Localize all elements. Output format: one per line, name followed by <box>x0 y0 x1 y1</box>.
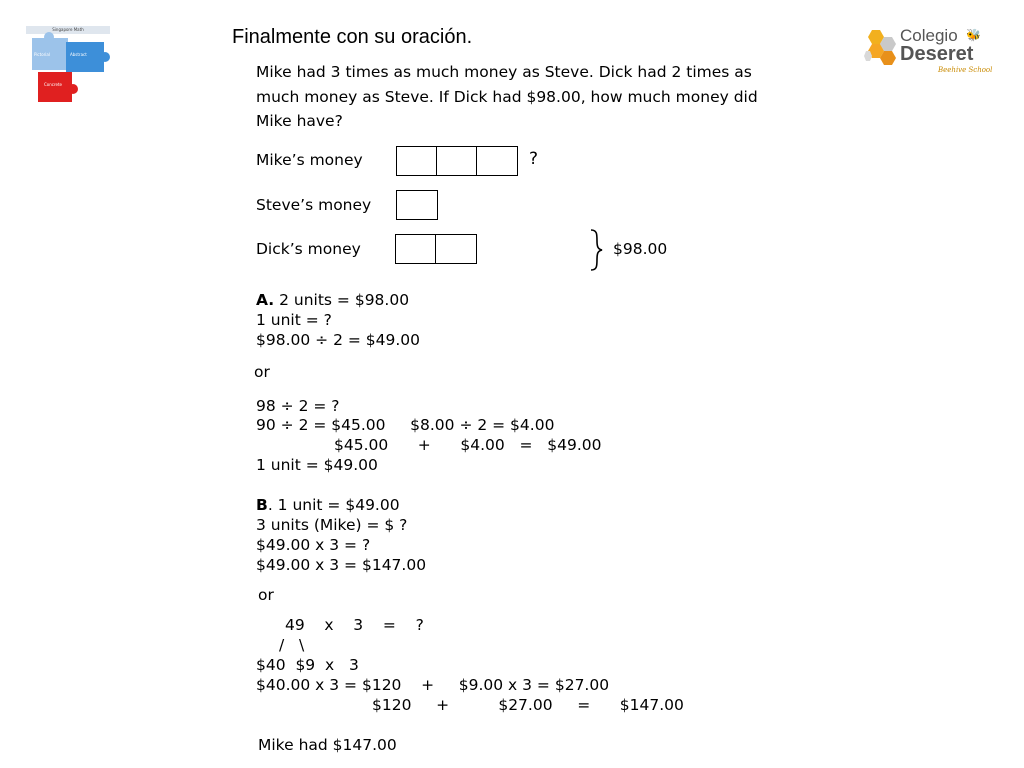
puzzle-text-1: Pictorial <box>34 52 50 57</box>
puzzle-text-3: Concrete <box>44 82 63 87</box>
curly-brace-icon <box>588 229 604 271</box>
section-b-line-1 <box>256 495 400 515</box>
section-b-line-2: 3 units (Mike) = $ ? <box>256 516 408 534</box>
tree-line-5: $120 + $27.00 = $147.00 <box>372 696 684 714</box>
bar-divider <box>476 147 477 175</box>
puzzle-text-2: Abstract <box>70 52 87 57</box>
tree-line-4: $40.00 x 3 = $120 + $9.00 x 3 = $27.00 <box>256 676 610 694</box>
steve-bar <box>396 190 438 220</box>
alt-line-1: 98 ÷ 2 = ? <box>256 397 340 415</box>
logo-name-top: Colegio <box>900 26 958 45</box>
tree-line-3: $40 $9 x 3 <box>256 656 359 674</box>
alt-line-4: 1 unit = $49.00 <box>256 456 378 474</box>
alt-line-2: 90 ÷ 2 = $45.00 $8.00 ÷ 2 = $4.00 <box>256 416 555 434</box>
section-b-line-3: $49.00 x 3 = ? <box>256 536 371 554</box>
logo-name-bottom: Deseret <box>900 43 974 65</box>
section-a-line-3: $98.00 ÷ 2 = $49.00 <box>256 331 421 349</box>
final-answer: Mike had $147.00 <box>258 736 397 754</box>
or-label-1: or <box>254 363 270 381</box>
colegio-deseret-logo <box>862 26 1002 76</box>
tree-line-1: 49 x 3 = ? <box>285 616 424 634</box>
puzzle-piece-light-blue <box>32 38 68 70</box>
puzzle-piece-red <box>38 72 72 102</box>
dick-total: $98.00 <box>613 240 668 258</box>
honeycomb-icon <box>862 28 900 72</box>
dick-money-label: Dick’s money <box>256 240 361 258</box>
dick-bar <box>395 234 477 264</box>
section-a-line-2: 1 unit = ? <box>256 311 332 329</box>
mike-question-mark: ? <box>529 149 539 169</box>
tree-line-2: / \ <box>279 636 305 654</box>
mike-bar <box>396 146 518 176</box>
problem-line-2: much money as Steve. If Dick had $98.00, how much money did <box>256 88 758 106</box>
steve-money-label: Steve’s money <box>256 196 372 214</box>
bar-divider <box>435 235 436 263</box>
bee-icon: 🐝 <box>966 28 981 42</box>
alt-line-3: $45.00 + $4.00 = $49.00 <box>334 436 602 454</box>
section-b-line-4: $49.00 x 3 = $147.00 <box>256 556 427 574</box>
section-a-line-1 <box>256 290 409 310</box>
logo-tagline: Beehive School <box>938 66 993 74</box>
section-a-marker: A. <box>256 291 275 309</box>
puzzle-piece-blue <box>66 42 104 72</box>
slide-title: Finalmente con su oración. <box>232 26 473 48</box>
problem-line-3: Mike have? <box>256 112 343 130</box>
problem-line-1: Mike had 3 times as much money as Steve. Dick had 2 times as <box>256 63 752 81</box>
singapore-math-banner: Singapore Math <box>26 26 110 34</box>
or-label-2: or <box>258 586 274 604</box>
section-b-text-1: . 1 unit = $49.00 <box>267 496 400 514</box>
section-b-marker: B <box>256 496 268 514</box>
mike-money-label: Mike’s money <box>256 151 363 169</box>
bar-divider <box>436 147 437 175</box>
section-a-text-1: 2 units = $98.00 <box>274 291 410 309</box>
